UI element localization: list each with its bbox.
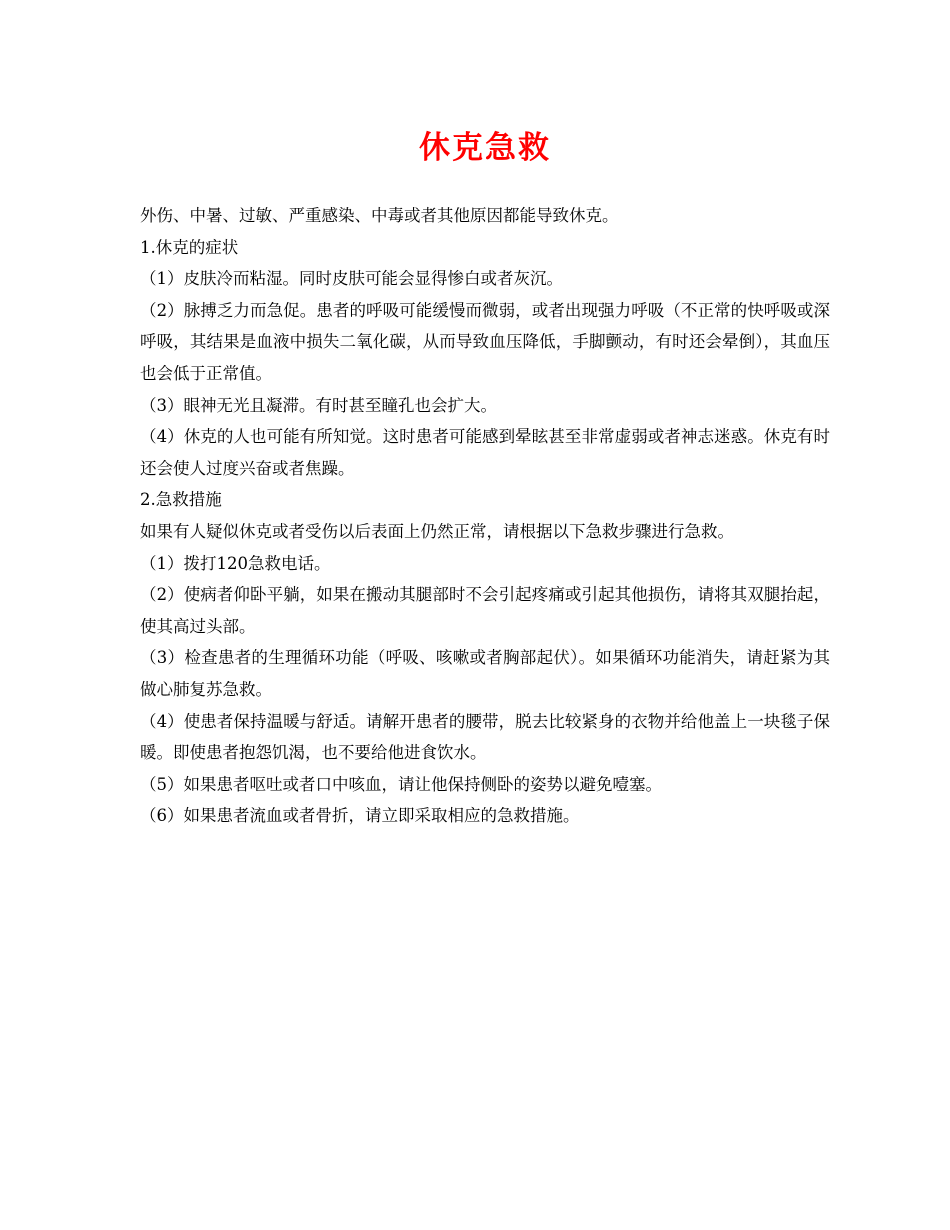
symptom-item-1: （1）皮肤冷而粘湿。同时皮肤可能会显得惨白或者灰沉。 [140, 269, 563, 289]
symptom-item-2: （2）脉搏乏力而急促。患者的呼吸可能缓慢而微弱，或者出现强力呼吸（不正常的快呼吸或深呼吸，其结果是血液中损失二氧化碳，从而导致血压降低，手脚颤动，有时还会晕倒），其血压也会低于正常值。 [140, 300, 830, 383]
document-body [140, 200, 830, 832]
first-aid-step-1: （1）拨打120急救电话。 [140, 553, 331, 573]
section-heading-symptoms: 1.休克的症状 [140, 237, 239, 257]
first-aid-step-4: （4）使患者保持温暖与舒适。请解开患者的腰带，脱去比较紧身的衣物并给他盖上一块毯子保暖。即使患者抱怨饥渴，也不要给他进食饮水。 [140, 711, 830, 763]
section-heading-first-aid: 2.急救措施 [140, 490, 222, 510]
symptom-item-3: （3）眼神无光且凝滞。有时甚至瞳孔也会扩大。 [140, 395, 497, 415]
symptom-item-4: （4）休克的人也可能有所知觉。这时患者可能感到晕眩甚至非常虚弱或者神志迷惑。休克有时还会使人过度兴奋或者焦躁。 [140, 427, 830, 478]
document-title: 休克急救 [419, 130, 551, 166]
document-page [140, 120, 830, 832]
first-aid-step-2: （2）使病者仰卧平躺，如果在搬动其腿部时不会引起疼痛或引起其他损伤，请将其双腿抬起，使其高过头部。 [140, 585, 830, 636]
first-aid-step-6: （6）如果患者流血或者骨折，请立即采取相应的急救措施。 [140, 806, 580, 826]
first-aid-step-3: （3）检查患者的生理循环功能（呼吸、咳嗽或者胸部起伏）。如果循环功能消失，请赶紧为其做心肺复苏急救。 [140, 648, 830, 699]
first-aid-intro: 如果有人疑似休克或者受伤以后表面上仍然正常，请根据以下急救步骤进行急救。 [140, 521, 734, 541]
intro-paragraph: 外伤、中暑、过敏、严重感染、中毒或者其他原因都能导致休克。 [140, 206, 619, 225]
first-aid-step-5: （5）如果患者呕吐或者口中咳血，请让他保持侧卧的姿势以避免噎塞。 [140, 774, 662, 794]
